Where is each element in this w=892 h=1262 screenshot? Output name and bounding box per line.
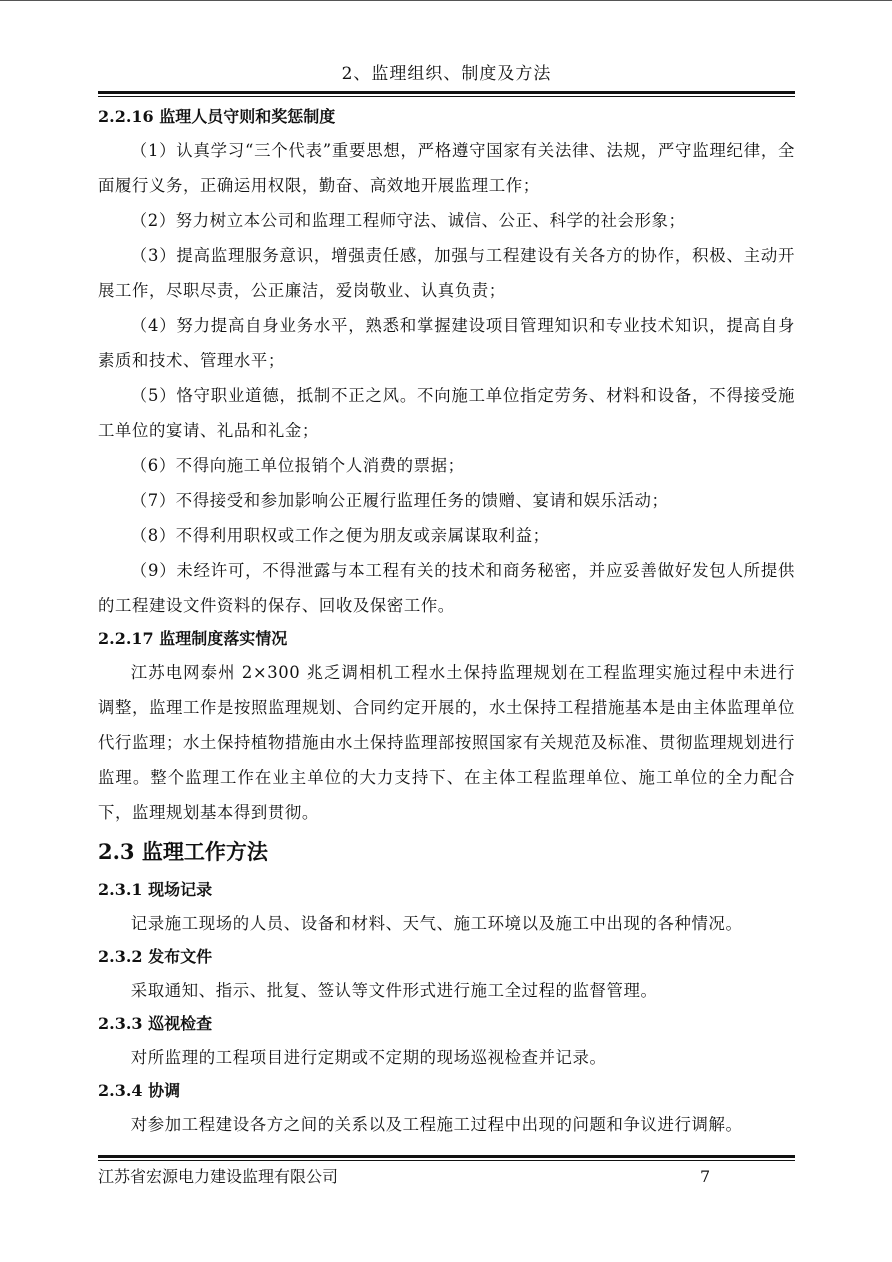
header-rule (98, 91, 795, 97)
section-heading-2-3-1: 2.3.1 现场记录 (98, 880, 213, 899)
running-header-title: 2、监理组织、制度及方法 (341, 64, 552, 84)
section-2-3-2-paragraph: 采取通知、指示、批复、签认等文件形式进行施工全过程的监督管理。 (130, 981, 658, 1000)
rule-item-9: （9）未经许可，不得泄露与本工程有关的技术和商务秘密，并应妥善做好发包人所提供的工程建设文件资料的保存、回收及保密工作。 (98, 561, 795, 615)
rule-item-2: （2）努力树立本公司和监理工程师守法、诚信、公正、科学的社会形象； (130, 211, 686, 230)
section-heading-2-2-17: 2.2.17 监理制度落实情况 (98, 629, 288, 648)
section-2-2-17-paragraph: 江苏电网泰州 2×300 兆乏调相机工程水土保持监理规划在工程监理实施过程中未进行调整，监理工作是按照监理规划、合同约定开展的，水土保持工程措施基本是由主体监理单位代行监理；水土保持植物措施由水土保持监理部按照国家有关规范及标准、贯彻监理规划进行监理。整个监理工作在业主单位的大力支持下、在主体工程监理单位、施工单位的全力配合下，监理规划基本得到贯彻。 (98, 663, 795, 822)
section-2-3-4-paragraph: 对参加工程建设各方之间的关系以及工程施工过程中出现的问题和争议进行调解。 (130, 1115, 743, 1134)
rule-item-6: （6）不得向施工单位报销个人消费的票据； (130, 456, 465, 475)
page-top-edge (0, 0, 892, 1)
footer-rule (98, 1155, 795, 1161)
section-heading-2-3-3: 2.3.3 巡视检查 (98, 1014, 213, 1033)
section-2-3-3-paragraph: 对所监理的工程项目进行定期或不定期的现场巡视检查并记录。 (130, 1048, 607, 1067)
section-heading-2-3-4: 2.3.4 协调 (98, 1081, 181, 1100)
rule-item-1: （1）认真学习“三个代表”重要思想，严格遵守国家有关法律、法规，严守监理纪律，全面履行义务，正确运用权限，勤奋、高效地开展监理工作； (98, 141, 795, 195)
page-body (98, 101, 795, 1142)
section-heading-2-3: 2.3 监理工作方法 (98, 839, 268, 864)
rule-item-7: （7）不得接受和参加影响公正履行监理任务的馈赠、宴请和娱乐活动； (130, 491, 669, 510)
page-number: 7 (700, 1167, 711, 1186)
section-2-3-1-paragraph: 记录施工现场的人员、设备和材料、天气、施工环境以及施工中出现的各种情况。 (130, 914, 743, 933)
rule-item-8: （8）不得利用职权或工作之便为朋友或亲属谋取利益； (130, 526, 550, 545)
footer-company-name: 江苏省宏源电力建设监理有限公司 (98, 1167, 339, 1186)
rule-item-3: （3）提高监理服务意识，增强责任感，加强与工程建设有关各方的协作，积极、主动开展工作，尽职尽责，公正廉洁，爱岗敬业、认真负责； (98, 246, 795, 300)
rule-item-5: （5）恪守职业道德，抵制不正之风。不向施工单位指定劳务、材料和设备，不得接受施工单位的宴请、礼品和礼金； (98, 386, 795, 440)
rule-item-4: （4）努力提高自身业务水平，熟悉和掌握建设项目管理知识和专业技术知识，提高自身素质和技术、管理水平； (98, 316, 795, 370)
section-heading-2-2-16: 2.2.16 监理人员守则和奖惩制度 (98, 107, 336, 126)
section-heading-2-3-2: 2.3.2 发布文件 (98, 947, 213, 966)
